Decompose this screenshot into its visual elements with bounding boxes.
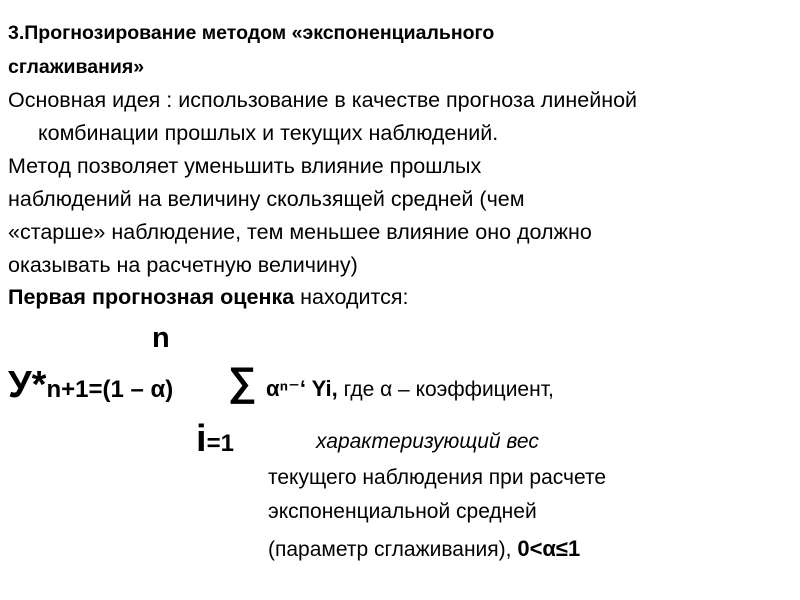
sum-upper-limit: n	[152, 322, 170, 354]
method-line-3: «старше» наблюдение, тем меньшее влияние оно должно	[8, 220, 592, 244]
first-estimate-bold: Первая прогнозная оценка	[8, 285, 295, 309]
sigma-symbol: ∑	[228, 360, 257, 404]
slide-title-line-1: 3.Прогнозирование методом «экспоненциального	[8, 22, 495, 44]
alpha-range: 0<α≤1	[517, 536, 581, 561]
formula-term-line	[266, 376, 554, 402]
smoothing-parameter-label: (параметр сглаживания),	[268, 538, 518, 561]
formula-y: У*	[8, 364, 47, 406]
sum-lower-limit	[196, 418, 234, 461]
sum-lower-rest: =1	[206, 430, 234, 457]
formula-term: αⁿ⁻‘ Yi,	[266, 376, 338, 401]
formula-main-line	[8, 364, 173, 407]
method-line-1: Метод позволяет уменьшить влияние прошлых	[8, 154, 482, 178]
desc-line-2: текущего наблюдения при расчете	[268, 466, 607, 489]
desc-line-4	[268, 536, 580, 562]
desc-line-1: характеризующий вес	[316, 430, 539, 453]
desc-line-3: экспоненциальной средней	[268, 500, 537, 523]
slide-title-line-2: сглаживания»	[8, 56, 145, 78]
method-line-4: оказывать на расчетную величину)	[8, 253, 358, 277]
method-line-2: наблюдений на величину скользящей средней (чем	[8, 187, 525, 211]
idea-line-2: комбинации прошлых и текущих наблюдений.	[38, 121, 499, 145]
first-estimate-rest: находится:	[294, 285, 409, 309]
first-estimate-line	[8, 285, 408, 310]
idea-line-1: Основная идея : использование в качестве прогноза линейной	[8, 88, 638, 112]
sum-lower-i: i	[196, 418, 207, 460]
formula-where: где α – коэффициент,	[337, 378, 554, 401]
formula-lhs: n+1=(1 – α)	[46, 376, 174, 403]
